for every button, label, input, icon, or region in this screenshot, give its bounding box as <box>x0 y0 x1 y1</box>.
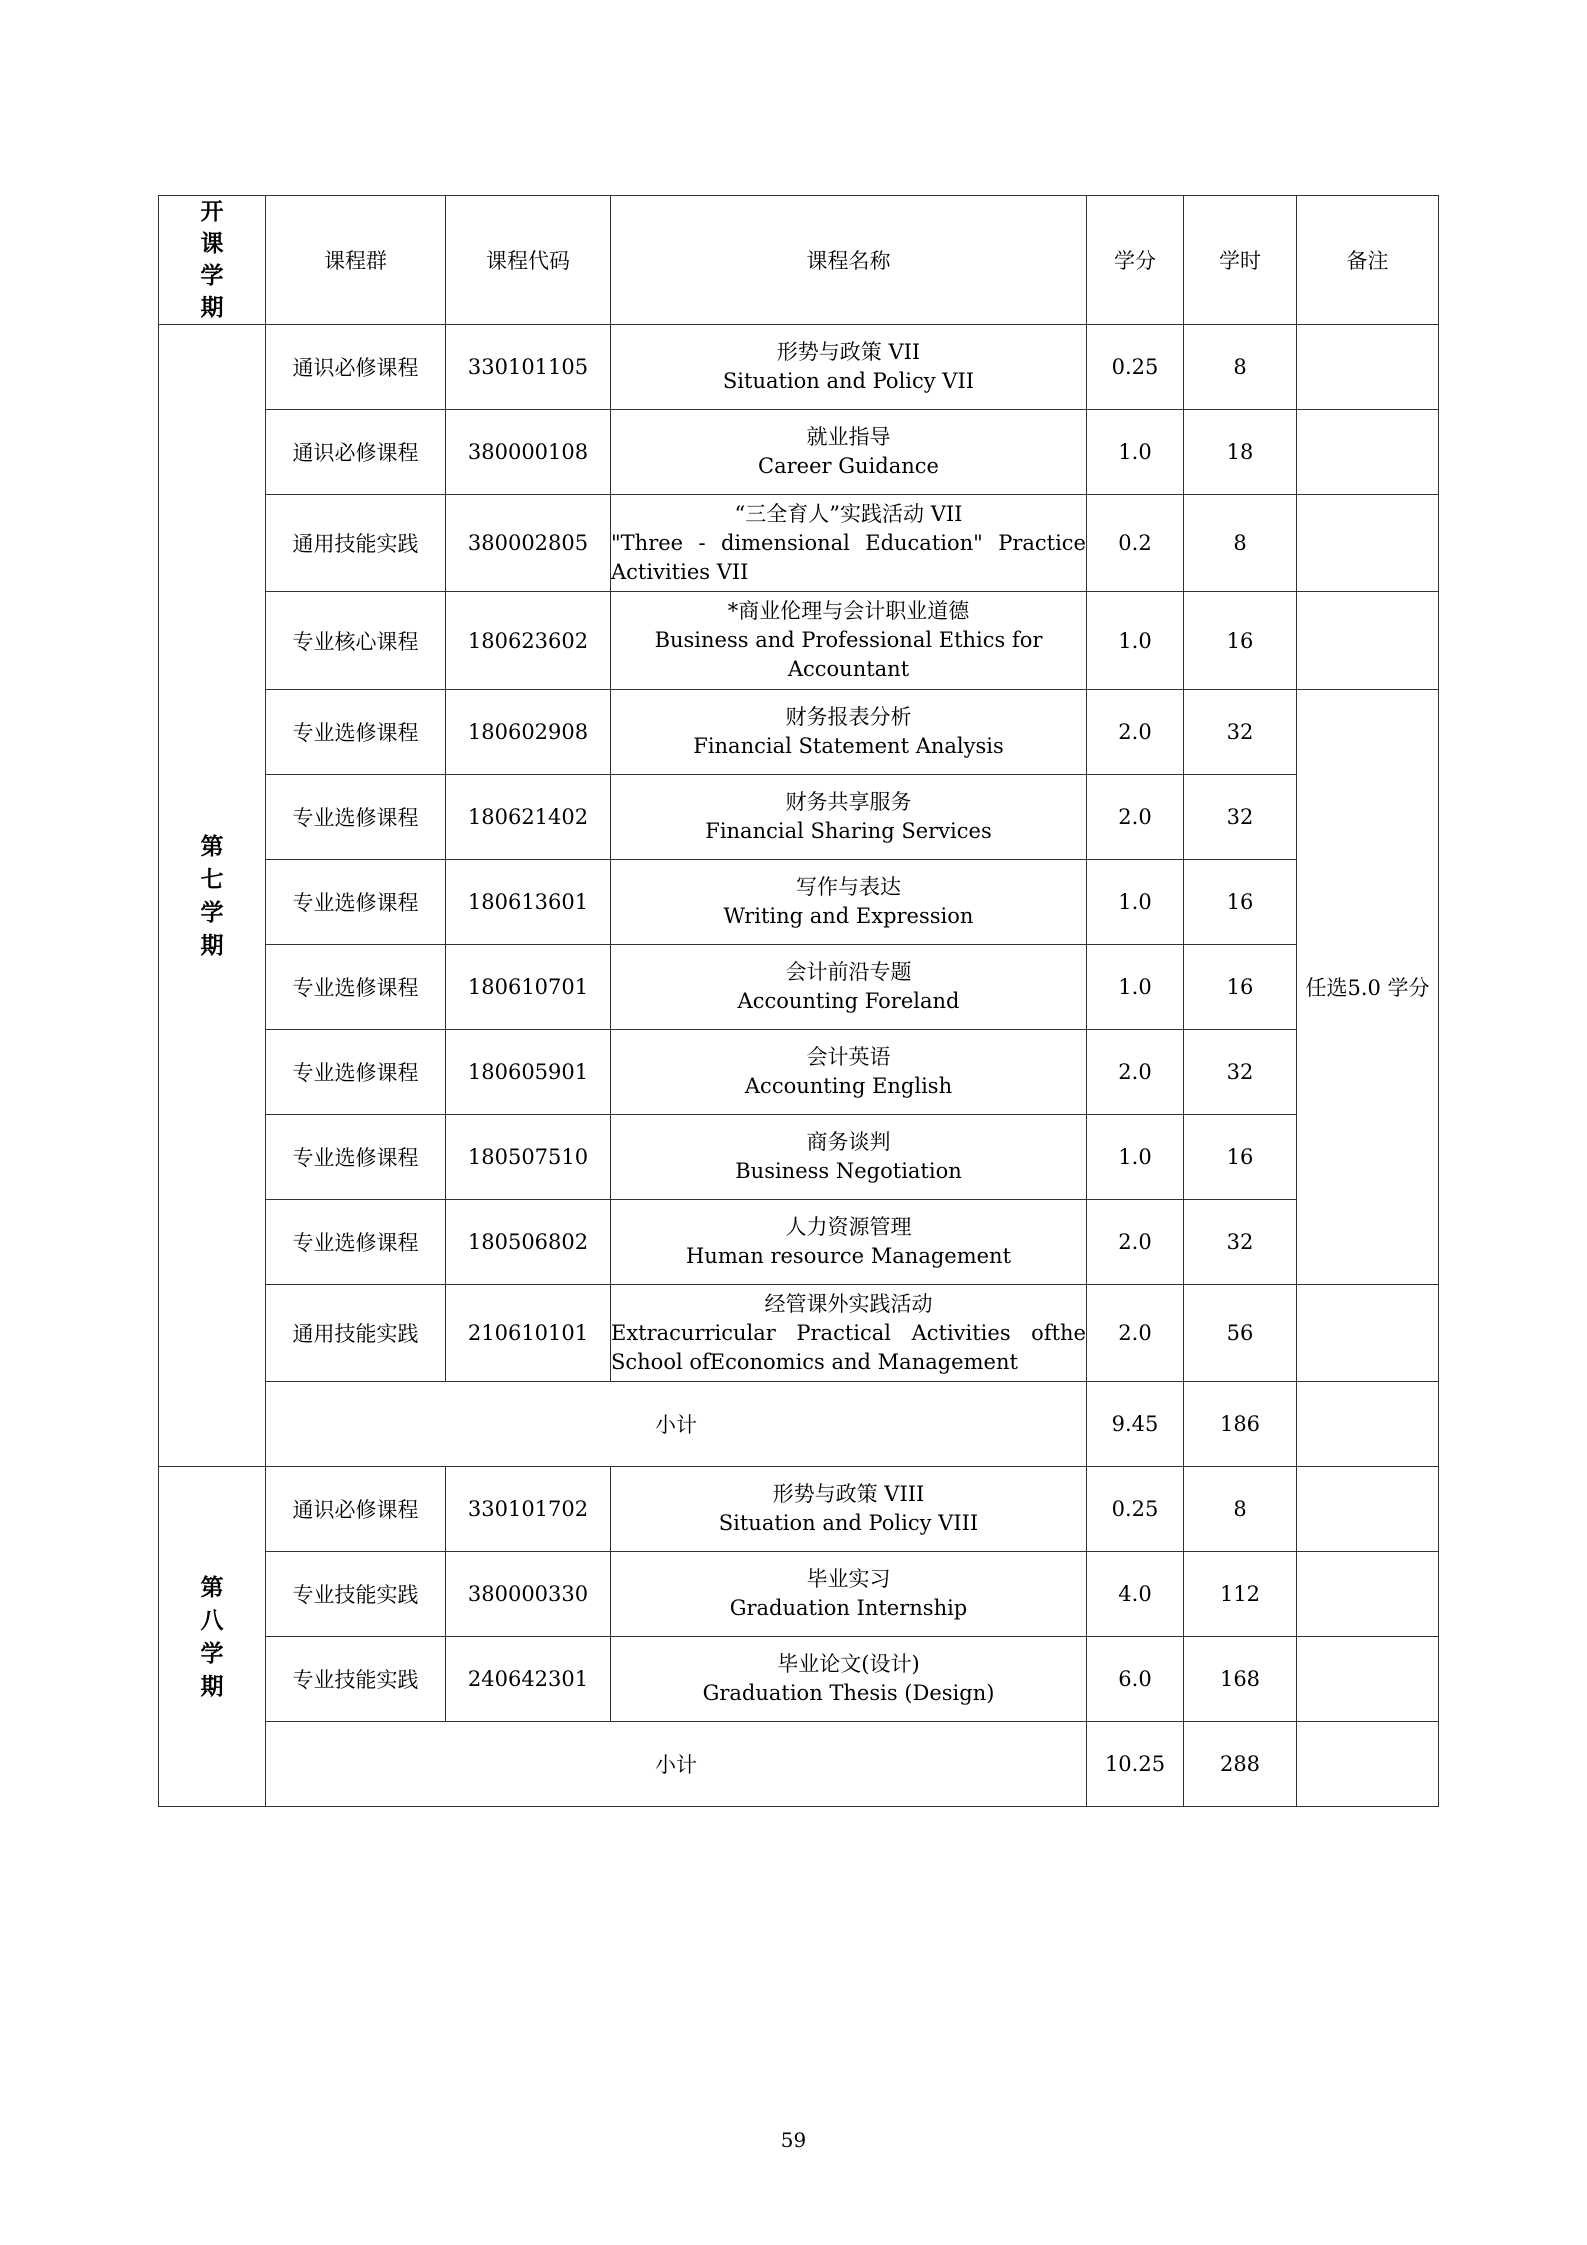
course-group: 专业选修课程 <box>266 775 446 860</box>
subtotal-label: 小计 <box>266 1382 1087 1467</box>
course-remarks <box>1297 1467 1439 1552</box>
table-row <box>159 1552 1439 1637</box>
course-name: 写作与表达 Writing and Expression <box>611 860 1087 945</box>
table-row <box>159 1467 1439 1552</box>
course-name: 毕业论文(设计) Graduation Thesis (Design) <box>611 1637 1087 1722</box>
course-credits: 1.0 <box>1087 860 1184 945</box>
table-row <box>159 1637 1439 1722</box>
course-name: 经管课外实践活动 Extracurricular Practical Activities ofthe School ofEconomics and Management <box>611 1285 1087 1382</box>
elective-note: 任选5.0 学分 <box>1297 690 1439 1285</box>
course-code: 210610101 <box>446 1285 611 1382</box>
table-row <box>159 325 1439 410</box>
header-name: 课程名称 <box>611 196 1087 325</box>
course-name: “三全育人”实践活动 VII "Three - dimensional Education" Practice Activities VII <box>611 495 1087 592</box>
subtotal-label: 小计 <box>266 1722 1087 1807</box>
course-name: 毕业实习 Graduation Internship <box>611 1552 1087 1637</box>
semester-8-label: 第 八 学 期 <box>159 1467 266 1807</box>
course-credits: 2.0 <box>1087 1285 1184 1382</box>
subtotal-remarks <box>1297 1382 1439 1467</box>
course-hours: 16 <box>1184 860 1297 945</box>
header-row <box>159 196 1439 325</box>
table-row <box>159 592 1439 690</box>
course-code: 180621402 <box>446 775 611 860</box>
course-hours: 168 <box>1184 1637 1297 1722</box>
semester-7-label: 第 七 学 期 <box>159 325 266 1467</box>
header-credits: 学分 <box>1087 196 1184 325</box>
course-hours: 16 <box>1184 1115 1297 1200</box>
subtotal-credits: 10.25 <box>1087 1722 1184 1807</box>
course-hours: 18 <box>1184 410 1297 495</box>
course-credits: 0.25 <box>1087 1467 1184 1552</box>
course-hours: 56 <box>1184 1285 1297 1382</box>
course-remarks <box>1297 410 1439 495</box>
course-group: 专业选修课程 <box>266 1115 446 1200</box>
page-number: 59 <box>780 2128 807 2152</box>
table-row <box>159 860 1439 945</box>
course-code: 330101105 <box>446 325 611 410</box>
course-code: 180507510 <box>446 1115 611 1200</box>
course-credits: 1.0 <box>1087 945 1184 1030</box>
subtotal-credits: 9.45 <box>1087 1382 1184 1467</box>
course-name: 就业指导 Career Guidance <box>611 410 1087 495</box>
table-row <box>159 690 1439 775</box>
header-group: 课程群 <box>266 196 446 325</box>
course-credits: 1.0 <box>1087 1115 1184 1200</box>
course-hours: 32 <box>1184 1030 1297 1115</box>
course-credits: 1.0 <box>1087 592 1184 690</box>
course-group: 专业选修课程 <box>266 945 446 1030</box>
course-name: 财务共享服务 Financial Sharing Services <box>611 775 1087 860</box>
course-remarks <box>1297 592 1439 690</box>
course-remarks <box>1297 325 1439 410</box>
table-row <box>159 945 1439 1030</box>
course-code: 180613601 <box>446 860 611 945</box>
course-name: 会计英语 Accounting English <box>611 1030 1087 1115</box>
course-credits: 2.0 <box>1087 775 1184 860</box>
course-credits: 6.0 <box>1087 1637 1184 1722</box>
course-group: 专业选修课程 <box>266 690 446 775</box>
table-row <box>159 1030 1439 1115</box>
course-code: 330101702 <box>446 1467 611 1552</box>
course-plan-table <box>158 195 1439 1807</box>
course-code: 180623602 <box>446 592 611 690</box>
header-semester: 开 课 学 期 <box>159 196 266 325</box>
course-code: 180610701 <box>446 945 611 1030</box>
course-name: 财务报表分析 Financial Statement Analysis <box>611 690 1087 775</box>
table-row <box>159 495 1439 592</box>
course-code: 380000330 <box>446 1552 611 1637</box>
header-hours: 学时 <box>1184 196 1297 325</box>
course-hours: 32 <box>1184 775 1297 860</box>
course-credits: 4.0 <box>1087 1552 1184 1637</box>
course-group: 通识必修课程 <box>266 410 446 495</box>
course-hours: 32 <box>1184 1200 1297 1285</box>
course-hours: 16 <box>1184 592 1297 690</box>
course-credits: 0.25 <box>1087 325 1184 410</box>
course-code: 380000108 <box>446 410 611 495</box>
course-code: 380002805 <box>446 495 611 592</box>
course-name: 人力资源管理 Human resource Management <box>611 1200 1087 1285</box>
course-remarks <box>1297 1552 1439 1637</box>
course-hours: 8 <box>1184 325 1297 410</box>
course-name: 会计前沿专题 Accounting Foreland <box>611 945 1087 1030</box>
course-remarks <box>1297 1285 1439 1382</box>
course-group: 专业技能实践 <box>266 1552 446 1637</box>
course-credits: 2.0 <box>1087 690 1184 775</box>
course-name: 形势与政策 VII Situation and Policy VII <box>611 325 1087 410</box>
course-group: 专业选修课程 <box>266 860 446 945</box>
course-credits: 1.0 <box>1087 410 1184 495</box>
course-name: 商务谈判 Business Negotiation <box>611 1115 1087 1200</box>
course-hours: 16 <box>1184 945 1297 1030</box>
table-row <box>159 410 1439 495</box>
table-row <box>159 775 1439 860</box>
course-group: 通识必修课程 <box>266 325 446 410</box>
course-group: 通用技能实践 <box>266 1285 446 1382</box>
subtotal-row <box>159 1722 1439 1807</box>
course-remarks <box>1297 495 1439 592</box>
header-remarks: 备注 <box>1297 196 1439 325</box>
course-credits: 0.2 <box>1087 495 1184 592</box>
course-group: 专业选修课程 <box>266 1030 446 1115</box>
course-name: *商业伦理与会计职业道德 Business and Professional Ethics for Accountant <box>611 592 1087 690</box>
course-group: 通用技能实践 <box>266 495 446 592</box>
course-hours: 8 <box>1184 495 1297 592</box>
course-group: 通识必修课程 <box>266 1467 446 1552</box>
header-code: 课程代码 <box>446 196 611 325</box>
course-credits: 2.0 <box>1087 1030 1184 1115</box>
course-name: 形势与政策 VIII Situation and Policy VIII <box>611 1467 1087 1552</box>
course-group: 专业技能实践 <box>266 1637 446 1722</box>
course-hours: 32 <box>1184 690 1297 775</box>
course-code: 180605901 <box>446 1030 611 1115</box>
table-row <box>159 1200 1439 1285</box>
table-row <box>159 1285 1439 1382</box>
course-hours: 8 <box>1184 1467 1297 1552</box>
course-group: 专业核心课程 <box>266 592 446 690</box>
course-credits: 2.0 <box>1087 1200 1184 1285</box>
course-remarks <box>1297 1637 1439 1722</box>
table-row <box>159 1115 1439 1200</box>
subtotal-remarks <box>1297 1722 1439 1807</box>
course-code: 180506802 <box>446 1200 611 1285</box>
subtotal-hours: 288 <box>1184 1722 1297 1807</box>
course-code: 240642301 <box>446 1637 611 1722</box>
course-code: 180602908 <box>446 690 611 775</box>
course-group: 专业选修课程 <box>266 1200 446 1285</box>
course-hours: 112 <box>1184 1552 1297 1637</box>
subtotal-hours: 186 <box>1184 1382 1297 1467</box>
subtotal-row <box>159 1382 1439 1467</box>
